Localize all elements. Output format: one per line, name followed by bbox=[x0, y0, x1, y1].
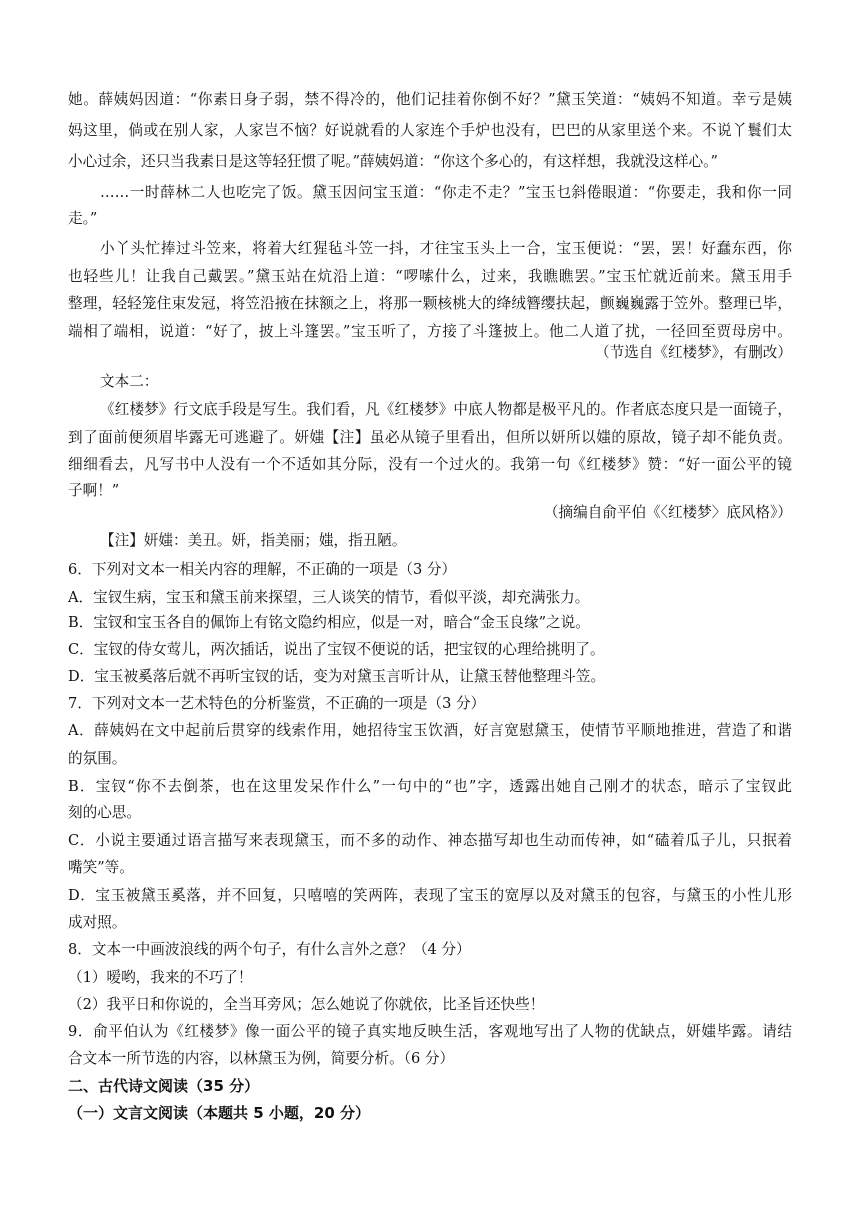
question-6-option-c: C．宝钗的侍女莺儿，两次插话，说出了宝钗不便说的话，把宝钗的心理给挑明了。 bbox=[68, 641, 605, 658]
question-9-line-1: 9．俞平伯认为《红楼梦》像一面公平的镜子真实地反映生活，客观地写出了人物的优缺点，妍媸毕露。请结 bbox=[68, 1023, 792, 1040]
text1-line-2: 妈这里，倘或在别人家，人家岂不恼？好说就看的人家连个手炉也没有，巴巴的从家里送个来。不说丫鬟们太 bbox=[68, 122, 792, 139]
text1-line-7: 也轻些儿！让我自己戴罢。”黛玉站在炕沿上道：“啰嗦什么，过来，我瞧瞧罢。”宝玉忙就近前来。黛玉用手 bbox=[68, 268, 792, 285]
source-text-2: （摘编自俞平伯《〈红楼梦〉底风格》） bbox=[543, 504, 792, 521]
text1-line-3: 小心过余，还只当我素日是这等轻狂惯了呢。”薛姨妈道：“你这个多心的，有这样想，我就没这样心。” bbox=[68, 153, 718, 170]
text1-line-6: 小丫头忙捧过斗笠来，将着大红猩毡斗笠一抖，才往宝玉头上一合，宝玉便说：“罢，罢！好蠢东西，你 bbox=[100, 240, 792, 257]
question-7-option-d-line-1: D．宝玉被黛玉奚落，并不回复，只嘻嘻的笑两阵，表现了宝玉的宽厚以及对黛玉的包容，与黛玉的小性儿形 bbox=[68, 887, 792, 904]
text2-line-3: 细细看去，凡写书中人没有一个不适如其分际，没有一个过火的。我第一句《红楼梦》赞：“好一面公平的镜 bbox=[68, 456, 792, 473]
question-9-line-2: 合文本一所节选的内容，以林黛玉为例，简要分析。（6 分） bbox=[68, 1050, 455, 1067]
annotation-note: 【注】妍媸：美丑。妍，指美丽；媸，指丑陋。 bbox=[100, 532, 407, 549]
section-2-subheading: （一）文言文阅读（本题共 5 小题，20 分） bbox=[68, 1104, 370, 1122]
question-7-option-b-line-2: 刻的心思。 bbox=[68, 804, 141, 821]
text2-heading: 文本二： bbox=[100, 373, 159, 390]
question-7-option-b-line-1: B．宝钗“你不去倒茶，也在这里发呆作什么”一句中的“也”字，透露出她自己刚才的状态，暗示了宝钗此 bbox=[68, 778, 792, 795]
question-8-sentence-1: （1）嗳哟，我来的不巧了！ bbox=[68, 969, 253, 986]
question-8-sentence-2: （2）我平日和你说的，全当耳旁风；怎么她说了你就依，比圣旨还快些！ bbox=[68, 996, 545, 1013]
question-7-option-c-line-2: 嘴笑”等。 bbox=[68, 859, 134, 876]
text1-line-8: 整理，轻轻笼住束发冠，将笠沿掖在抹额之上，将那一颗核桃大的绛绒簪缨扶起，颤巍巍露于笠外。整理已毕， bbox=[68, 295, 792, 312]
question-6-option-d: D．宝玉被奚落后就不再听宝钗的话，变为对黛玉言听计从，让黛玉替他整理斗笠。 bbox=[68, 668, 606, 685]
question-7-option-c-line-1: C．小说主要通过语言描写来表现黛玉，而不多的动作、神态描写却也生动而传神，如“磕着瓜子儿，只抿着 bbox=[68, 832, 792, 849]
text2-line-1: 《红楼梦》行文底手段是写生。我们看，凡《红楼梦》中底人物都是极平凡的。作者底态度只是一面镜子， bbox=[100, 401, 792, 418]
question-7-option-a-line-1: A．薛姨妈在文中起前后贯穿的线索作用，她招待宝玉饮酒，好言宽慰黛玉，使情节平顺地推进，营造了和谐 bbox=[68, 722, 792, 739]
question-6-option-b: B．宝钗和宝玉各自的佩饰上有铭文隐约相应，似是一对，暗合“金玉良缘”之说。 bbox=[68, 614, 590, 631]
section-2-heading: 二、古代诗文阅读（35 分） bbox=[68, 1077, 260, 1095]
text1-line-1: 她。薛姨妈因道：“你素日身子弱，禁不得冷的，他们记挂着你倒不好？”黛玉笑道：“姨妈不知道。幸亏是姨 bbox=[68, 91, 792, 108]
question-6-option-a: A．宝钗生病，宝玉和黛玉前来探望，三人谈笑的情节，看似平淡，却充满张力。 bbox=[68, 589, 590, 606]
question-7-stem: 7．下列对文本一艺术特色的分析鉴赏，不正确的一项是（3 分） bbox=[68, 695, 486, 712]
text1-line-4: ……一时薛林二人也吃完了饭。黛玉因问宝玉道：“你走不走？”宝玉乜斜倦眼道：“你要走，我和你一同 bbox=[100, 184, 792, 201]
text2-line-2: 到了面前便须眉毕露无可逃避了。妍媸【注】虽必从镜子里看出，但所以妍所以媸的原故，镜子却不能负责。 bbox=[68, 429, 792, 446]
source-text-1: （节选自《红楼梦》，有删改） bbox=[594, 344, 792, 361]
question-7-option-d-line-2: 成对照。 bbox=[68, 914, 127, 931]
text1-line-9: 端相了端相，说道：“好了，披上斗篷罢。”宝玉听了，方接了斗篷披上。他二人道了扰，一径回至贾母房中。 bbox=[68, 323, 792, 340]
question-7-option-a-line-2: 的氛围。 bbox=[68, 750, 127, 767]
question-8-stem: 8．文本一中画波浪线的两个句子，有什么言外之意？（4 分） bbox=[68, 941, 471, 958]
question-6-stem: 6．下列对文本一相关内容的理解，不正确的一项是（3 分） bbox=[68, 561, 457, 578]
text1-line-5: 走。” bbox=[68, 210, 98, 227]
text2-line-4: 子啊！” bbox=[68, 482, 120, 499]
